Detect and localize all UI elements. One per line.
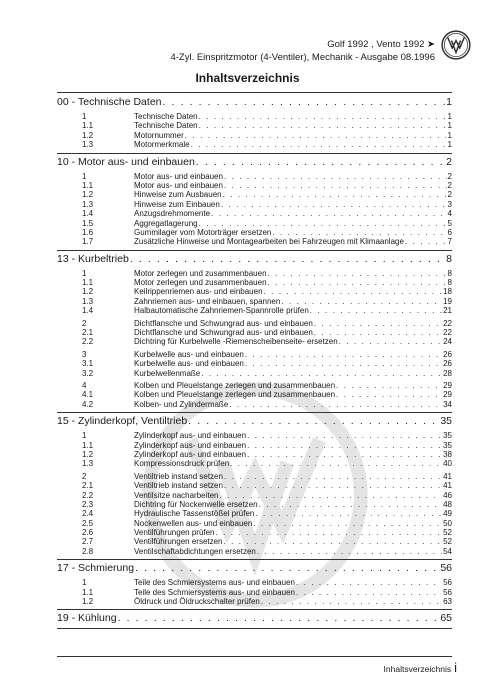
entry-number: 1.6 <box>82 227 94 237</box>
entry-text: Motormerkmale <box>134 140 190 150</box>
vehicle-line: Golf 1992 , Vento 1992 ➤ <box>327 39 435 50</box>
toc-entry[interactable] <box>57 509 452 518</box>
leader-dots <box>224 181 447 190</box>
entry-page: 26 <box>443 359 452 369</box>
entry-text: Motornummer <box>134 130 184 140</box>
entry-page: 49 <box>443 509 452 519</box>
leader-dots <box>224 472 442 481</box>
leader-dots <box>339 337 442 346</box>
toc-entry[interactable] <box>57 172 452 181</box>
toc-entry[interactable] <box>57 237 452 246</box>
leader-dots <box>216 528 443 537</box>
toc-entry[interactable] <box>57 140 452 149</box>
entry-page: 24 <box>443 337 452 347</box>
entry-number: 2.8 <box>82 546 94 556</box>
leader-dots <box>220 491 443 500</box>
toc-entry[interactable] <box>57 337 452 346</box>
toc-entry[interactable] <box>57 597 452 606</box>
footer <box>384 660 457 675</box>
entry-page: 38 <box>443 449 452 459</box>
entry-text: Ventilführungen ersetzen <box>134 537 223 547</box>
toc-entry[interactable] <box>57 200 452 209</box>
toc-entry[interactable] <box>57 441 452 450</box>
leader-dots <box>224 481 442 490</box>
toc-entry[interactable] <box>57 450 452 459</box>
entry-number: 3.1 <box>82 359 94 369</box>
entry-text: Dichtring für Kurbelwelle -Riemenscheibenseite- ersetzen <box>134 337 338 347</box>
entry-page: 8 <box>447 278 452 288</box>
toc-entry[interactable] <box>57 431 452 440</box>
entry-text: Kurbelwelle aus- und einbauen <box>134 349 244 359</box>
section-number: 13 <box>57 252 69 265</box>
section-number: 19 <box>57 612 69 625</box>
entry-page: 41 <box>443 481 452 491</box>
section-title: Schmierung <box>78 562 135 575</box>
entry-text: Kolben- und Zylindermaße <box>134 399 229 409</box>
entry-text: Zusätzliche Hinweise und Montagearbeiten bei Fahrzeugen mit Klimaanlage <box>134 237 404 247</box>
entry-text: Technische Daten <box>134 112 198 121</box>
entry-number: 1.3 <box>82 296 94 306</box>
entry-number: 2.1 <box>82 328 94 338</box>
leader-dots <box>199 112 447 121</box>
entry-text: Kurbelwellenmaße <box>134 368 201 378</box>
toc-entry[interactable] <box>57 528 452 537</box>
entry-page: 52 <box>443 537 452 547</box>
toc-entry[interactable] <box>57 400 452 409</box>
toc-entry[interactable] <box>57 491 452 500</box>
entry-text: Motor zerlegen und zusammenbauen <box>134 278 267 288</box>
section-page: 1 <box>446 96 452 108</box>
leader-dots <box>247 450 442 459</box>
section-separator: - <box>68 252 79 265</box>
leader-dots <box>255 509 442 518</box>
toc-entry[interactable] <box>57 369 452 378</box>
entry-text: Dichtring für Nockenwelle ersetzen <box>134 499 258 509</box>
entry-number: 1.4 <box>82 209 94 219</box>
entry-page: 1 <box>447 140 452 150</box>
entry-text: Kolben und Pleuelstange zerlegen und zusammenbauen <box>134 380 336 390</box>
entry-page: 5 <box>447 218 452 228</box>
entry-page: 3 <box>447 199 452 209</box>
entry-number: 2.3 <box>82 499 94 509</box>
table-of-contents <box>57 94 452 629</box>
entry-number: 1.3 <box>82 140 94 150</box>
entry-page: 56 <box>443 578 452 588</box>
entry-page: 52 <box>443 528 452 538</box>
section-title: Zylinderkopf, Ventiltrieb <box>78 415 188 428</box>
entry-text: Dichtflansche und Schwungrad aus- und einbauen <box>134 318 313 328</box>
entry-page: 28 <box>443 368 452 378</box>
leader-dots <box>336 390 442 399</box>
leader-dots <box>130 253 445 265</box>
entry-page: 1 <box>447 112 452 121</box>
section-page: 56 <box>440 562 452 575</box>
engine-line: 4-Zyl. Einspritzmotor (4-Ventiler), Mechanik - Ausgabe 08.1996 <box>170 52 435 63</box>
leader-dots <box>336 381 442 390</box>
toc-section <box>57 253 452 413</box>
toc-section <box>57 562 452 610</box>
toc-entry[interactable] <box>57 588 452 597</box>
leader-dots <box>268 278 447 287</box>
entry-page: 18 <box>443 287 452 297</box>
section-number: 15 <box>57 415 69 428</box>
entry-number: 2.5 <box>82 518 94 528</box>
entry-number: 4 <box>82 380 87 390</box>
entry-number: 4.2 <box>82 399 94 409</box>
entry-page: 22 <box>443 328 452 338</box>
toc-entry[interactable] <box>57 209 452 218</box>
toc-entry[interactable] <box>57 228 452 237</box>
entry-page: 48 <box>443 499 452 509</box>
leader-dots <box>314 328 442 337</box>
toc-section <box>57 96 452 154</box>
entry-text: Ventilsitze nacharbeiten <box>134 490 219 500</box>
leader-dots <box>247 431 442 440</box>
leader-dots <box>196 156 445 168</box>
entry-page: 21 <box>443 306 452 316</box>
leader-dots <box>261 597 442 606</box>
entry-number: 1 <box>82 431 87 441</box>
toc-entry[interactable] <box>57 190 452 199</box>
entry-text: Zylinderkopf aus- und einbauen <box>134 440 247 450</box>
entry-number: 2.1 <box>82 481 94 491</box>
vw-logo-icon <box>441 30 471 60</box>
section-title: Kühlung <box>78 612 117 625</box>
entry-number: 1.2 <box>82 597 94 607</box>
toc-entry[interactable] <box>57 519 452 528</box>
entry-page: 50 <box>443 518 452 528</box>
leader-dots <box>229 400 442 409</box>
leader-dots <box>405 237 447 246</box>
entry-number: 2.4 <box>82 509 94 519</box>
entry-page: 29 <box>443 380 452 390</box>
toc-section-heading[interactable] <box>57 156 452 172</box>
toc-section-heading[interactable] <box>57 612 452 628</box>
section-page: 8 <box>446 252 452 265</box>
entry-number: 1.1 <box>82 278 94 288</box>
entry-text: Nockenwellen aus- und einbauen <box>134 518 253 528</box>
toc-entry[interactable] <box>57 306 452 315</box>
entry-page: 41 <box>443 471 452 481</box>
section-title: Kurbeltrieb <box>78 252 129 265</box>
section-separator: - <box>68 562 79 575</box>
entry-number: 1.1 <box>82 440 94 450</box>
entry-page: 56 <box>443 587 452 597</box>
toc-entry[interactable] <box>57 390 452 399</box>
section-separator: - <box>68 96 79 108</box>
toc-section-heading[interactable] <box>57 415 452 431</box>
entry-text: Motor zerlegen und zusammenbauen <box>134 268 267 278</box>
leader-dots <box>188 415 439 427</box>
entry-text: Ventiltrieb instand setzen <box>134 481 223 491</box>
leader-dots <box>163 96 446 108</box>
toc-entry[interactable] <box>57 381 452 390</box>
entry-number: 1.2 <box>82 190 94 200</box>
entry-page: 26 <box>443 349 452 359</box>
entry-number: 1.3 <box>82 459 94 469</box>
leader-dots <box>314 319 442 328</box>
toc-section-heading[interactable] <box>57 253 452 269</box>
toc-entry[interactable] <box>57 328 452 337</box>
toc-entry[interactable] <box>57 359 452 368</box>
entry-page: 2 <box>447 190 452 200</box>
leader-dots <box>245 359 442 368</box>
entry-text: Technische Daten <box>134 121 198 131</box>
entry-text: Hydraulische Tassenstößel prüfen <box>134 509 255 519</box>
toc-entry[interactable] <box>57 278 452 287</box>
entry-page: 2 <box>447 171 452 181</box>
section-number: 17 <box>57 562 69 575</box>
toc-entry[interactable] <box>57 112 452 121</box>
toc-entry[interactable] <box>57 537 452 546</box>
leader-dots <box>257 547 442 556</box>
entry-text: Zahnriemen aus- und einbauen, spannen <box>134 296 281 306</box>
footer-rule <box>57 656 452 657</box>
toc-entry[interactable] <box>57 472 452 481</box>
entry-text: Teile des Schmiersystems aus- und einbauen <box>134 578 295 588</box>
section-separator: - <box>68 612 79 625</box>
entry-number: 1.5 <box>82 218 94 228</box>
entry-text: Motor aus- und einbauen <box>134 171 223 181</box>
entry-number: 1.4 <box>82 306 94 316</box>
leader-dots <box>264 287 443 296</box>
entry-text: Aggregatlagerung <box>134 218 198 228</box>
entry-number: 1.1 <box>82 587 94 597</box>
section-number: 10 <box>57 155 69 168</box>
toc-entry[interactable] <box>57 500 452 509</box>
leader-dots <box>296 588 442 597</box>
toc-entry[interactable] <box>57 547 452 556</box>
entry-page: 35 <box>443 431 452 441</box>
entry-page: 34 <box>443 399 452 409</box>
leader-dots <box>135 562 439 574</box>
entry-page: 63 <box>443 597 452 607</box>
toc-section <box>57 156 452 251</box>
entry-number: 2.7 <box>82 537 94 547</box>
leader-dots <box>268 269 447 278</box>
toc-entry[interactable] <box>57 297 452 306</box>
leader-dots <box>272 228 446 237</box>
page-title: Inhaltsverzeichnis <box>195 71 300 85</box>
section-title: Technische Daten <box>78 96 162 108</box>
toc-entry[interactable] <box>57 481 452 490</box>
entry-number: 1 <box>82 112 87 121</box>
entry-page: 6 <box>447 227 452 237</box>
entry-text: Ventilschaftabdichtungen ersetzen <box>134 546 256 556</box>
toc-entry[interactable] <box>57 350 452 359</box>
entry-text: Ventilführungen prüfen <box>134 528 215 538</box>
entry-text: Anzugsdrehmomente <box>134 209 211 219</box>
entry-number: 2 <box>82 471 87 481</box>
entry-page: 35 <box>443 440 452 450</box>
toc-entry[interactable] <box>57 578 452 587</box>
entry-page: 1 <box>447 121 452 131</box>
section-page: 35 <box>440 415 452 428</box>
entry-page: 40 <box>443 459 452 469</box>
entry-page: 54 <box>443 546 452 556</box>
toc-section-heading[interactable] <box>57 96 452 112</box>
entry-number: 3 <box>82 349 87 359</box>
leader-dots <box>201 369 442 378</box>
leader-dots <box>245 350 442 359</box>
entry-number: 2.2 <box>82 337 94 347</box>
leader-dots <box>221 200 447 209</box>
entry-text: Kurbelwelle aus- und einbauen <box>134 359 244 369</box>
entry-text: Öldruck und Öldruckschalter prüfen <box>134 597 260 607</box>
entry-page: 29 <box>443 390 452 400</box>
entry-number: 1.2 <box>82 130 94 140</box>
entry-number: 4.1 <box>82 390 94 400</box>
entry-text: Motor aus- und einbauen <box>134 180 223 190</box>
entry-page: 19 <box>443 296 452 306</box>
entry-page: 46 <box>443 490 452 500</box>
entry-page: 8 <box>447 268 452 278</box>
entry-page: 2 <box>447 180 452 190</box>
entry-text: Gummilager vom Motorträger ersetzen <box>134 227 272 237</box>
leader-dots <box>224 537 443 546</box>
entry-text: Hinweise zum Ausbauen <box>134 190 222 200</box>
leader-dots <box>310 306 442 315</box>
entry-number: 1.2 <box>82 449 94 459</box>
leader-dots <box>191 140 447 149</box>
toc-entry[interactable] <box>57 181 452 190</box>
leader-dots <box>247 441 442 450</box>
toc-entry[interactable] <box>57 219 452 228</box>
entry-text: Hinweise zum Einbauen <box>134 199 220 209</box>
footer-page-number: i <box>454 660 457 675</box>
toc-entry[interactable] <box>57 121 452 130</box>
entry-number: 3.2 <box>82 368 94 378</box>
section-page: 2 <box>446 155 452 168</box>
leader-dots <box>223 190 447 199</box>
entry-number: 1 <box>82 171 87 181</box>
entry-text: Dichtflansche und Schwungrad aus- und einbauen <box>134 328 313 338</box>
leader-dots <box>199 121 447 130</box>
leader-dots <box>211 209 447 218</box>
entry-page: 7 <box>447 237 452 247</box>
entry-number: 1.2 <box>82 287 94 297</box>
entry-page: 1 <box>447 130 452 140</box>
leader-dots <box>230 459 442 468</box>
toc-section <box>57 415 452 560</box>
entry-number: 2.2 <box>82 490 94 500</box>
entry-text: Ventiltrieb instand setzen <box>134 471 223 481</box>
leader-dots <box>253 519 442 528</box>
section-separator: - <box>68 155 79 168</box>
entry-number: 1.3 <box>82 199 94 209</box>
toc-entry[interactable] <box>57 459 452 468</box>
leader-dots <box>199 219 447 228</box>
entry-number: 1.7 <box>82 237 94 247</box>
leader-dots <box>296 578 442 587</box>
toc-entry[interactable] <box>57 269 452 278</box>
section-separator: - <box>68 415 79 428</box>
entry-text: Zylinderkopf aus- und einbauen <box>134 431 247 441</box>
entry-number: 2.6 <box>82 528 94 538</box>
top-rule <box>57 92 452 93</box>
footer-label: Inhaltsverzeichnis <box>383 664 452 674</box>
section-number: 00 <box>57 96 69 108</box>
toc-section <box>57 612 452 629</box>
entry-page: 22 <box>443 318 452 328</box>
entry-number: 1.1 <box>82 121 94 131</box>
toc-section-heading[interactable] <box>57 562 452 578</box>
section-page: 65 <box>440 612 452 625</box>
leader-dots <box>224 172 447 181</box>
entry-text: Keilrippenriemen aus- und einbauen <box>134 287 263 297</box>
entry-page: 4 <box>447 209 452 219</box>
entry-number: 1 <box>82 268 87 278</box>
entry-text: Teile des Schmiersystems aus- und einbauen <box>134 587 295 597</box>
entry-text: Kompressionsdruck prüfen <box>134 459 230 469</box>
toc-entry[interactable] <box>57 319 452 328</box>
leader-dots <box>259 500 442 509</box>
entry-text: Zylinderkopf aus- und einbauen <box>134 449 247 459</box>
entry-number: 2 <box>82 318 87 328</box>
toc-entry[interactable] <box>57 131 452 140</box>
section-title: Motor aus- und einbauen <box>78 155 195 168</box>
entry-number: 1 <box>82 578 87 588</box>
leader-dots <box>185 131 447 140</box>
entry-number: 1.1 <box>82 180 94 190</box>
entry-text: Kolben und Pleuelstange zerlegen und zusammenbauen <box>134 390 336 400</box>
entry-text: Halbautomatische Zahnriemen-Spannrolle prüfen <box>134 306 309 316</box>
leader-dots <box>281 297 442 306</box>
toc-entry[interactable] <box>57 287 452 296</box>
leader-dots <box>118 612 440 624</box>
